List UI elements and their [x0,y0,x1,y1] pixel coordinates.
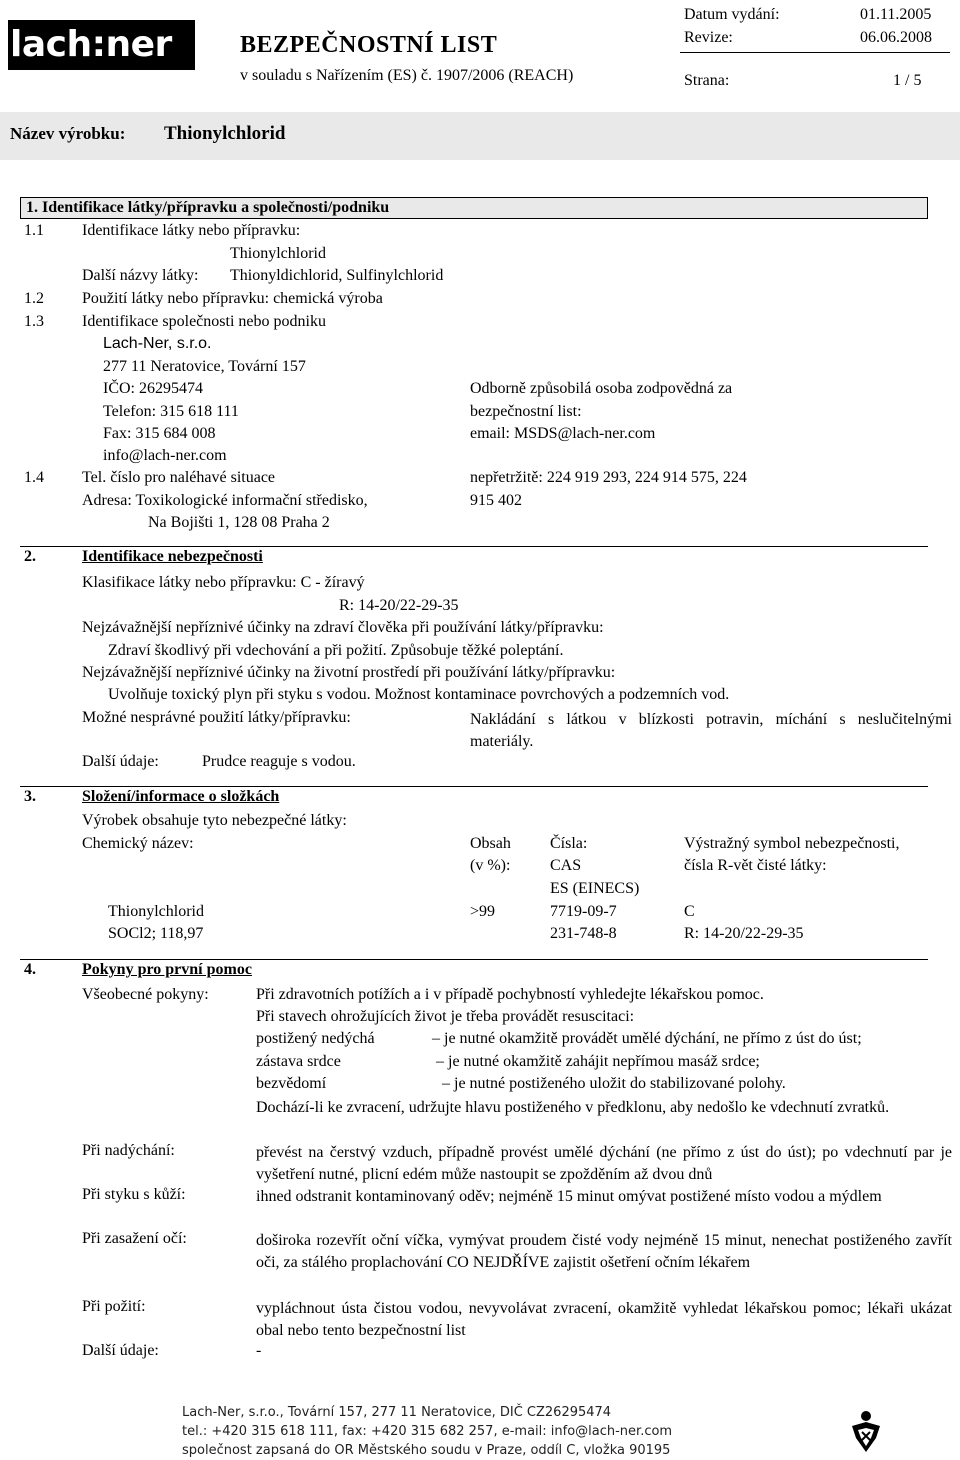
section-2-title: Identifikace nebezpečnosti [82,548,263,565]
section-2-number: 2. [24,548,36,565]
col-r-phrases: čísla R-vět čisté látky: [684,857,827,874]
footer-registration: společnost zapsaná do OR Městského soudu v Praze, oddíl C, vložka 90195 [182,1443,671,1458]
product-name: Thionylchlorid [164,123,286,144]
document-title: BEZPEČNOSTNÍ LIST [240,32,498,58]
inhalation-value: převést na čerstvý vzduch, případně provést umělé dýchání (ne přímo z úst do úst); po vdechnutí par je vyšetření nutné, plicní edém může nastoupit se zpožděním až dvou dnů [256,1144,952,1183]
component-content: >99 [470,903,496,920]
section-4-title: Pokyny pro první pomoc [82,961,252,978]
misuse-value: Nakládání s látkou v blízkosti potravin, míchání s neslučitelnými materiály. [470,711,952,750]
section-4-rule [20,959,928,960]
general-advice-2: Při stavech ohrožujících život je třeba provádět resuscitaci: [256,1008,635,1025]
misuse-label: Možné nesprávné použití látky/přípravku: [82,709,351,726]
col-cas: CAS [550,857,582,874]
tox-center-address-2: Na Bojišti 1, 128 08 Praha 2 [148,514,330,531]
eye-label: Při zasažení očí: [82,1230,187,1247]
col-content: Obsah [470,835,511,852]
component-cas: 7719-09-7 [550,903,617,920]
col-content-unit: (v %): [470,857,511,874]
inhalation-label: Při nadýchání: [82,1142,175,1159]
col-numbers: Čísla: [550,835,588,852]
composition-intro: Výrobek obsahuje tyto nebezpečné látky: [82,812,347,829]
company-ico: IČO: 26295474 [103,380,203,397]
general-advice-1: Při zdravotních potížích a i v případě pochybností vyhledejte lékařskou pomoc. [256,986,764,1003]
tox-center-address: Adresa: Toxikologické informační středisko, [82,492,368,509]
section-2-rule [20,546,928,547]
case-cardiac-arrest-action: – je nutné okamžitě zahájit nepřímou masáž srdce; [436,1053,760,1070]
case-not-breathing-action: – je nutné okamžitě provádět umělé dýchání, ne přímo z úst do úst; [432,1030,862,1047]
skin-label: Při styku s kůží: [82,1186,186,1203]
sub-1-2-title: Použití látky nebo přípravku: chemická výroba [82,290,383,307]
issue-date-label: Datum vydání: [684,6,780,23]
ingestion-value: vypláchnout ústa čistou vodou, nevyvolávat zvracení, okamžitě vyhledat lékařskou pomoc; lékaři ukázat obal nebo tento bezpečnostní list [256,1300,952,1339]
env-effects-label: Nejzávažnější nepříznivé účinky na životní prostředí při používání látky/přípravku: [82,664,616,681]
sub-1-3-title: Identifikace společnosti nebo podniku [82,313,326,330]
sub-1-2-number: 1.2 [24,290,44,307]
company-logo: lach:ner [8,20,195,70]
sub-1-3-number: 1.3 [24,313,44,330]
vomiting-advice: Dochází-li ke zvracení, udržujte hlavu postiženého v předklonu, aby nedošlo ke vdechnutí zvratků. [256,1099,890,1116]
skin-value: ihned odstranit kontaminovaný oděv; nejméně 15 minut omývat postižené místo vodou a mýdlem [256,1188,882,1205]
case-cardiac-arrest: zástava srdce [256,1053,341,1070]
component-ec: 231-748-8 [550,925,617,942]
section-3-rule [20,786,928,787]
general-advice-label: Všeobecné pokyny: [82,986,209,1003]
header-divider [680,52,950,53]
responsible-person: Odborně způsobilá osoba zodpovědná za [470,380,733,397]
case-not-breathing: postižený nedýchá [256,1030,375,1047]
col-ec: ES (EINECS) [550,880,640,897]
case-unconscious: bezvědomí [256,1075,327,1092]
emergency-numbers: nepřetržitě: 224 919 293, 224 914 575, 224 [470,469,747,486]
component-name: Thionylchlorid [108,903,204,920]
r-phrases: R: 14-20/22-29-35 [339,597,459,614]
footer-contact: tel.: +420 315 618 111, fax: +420 315 682 257, e-mail: info@lach-ner.com [182,1424,673,1439]
component-r-phrases: R: 14-20/22-29-35 [684,925,804,942]
company-phone: Telefon: 315 618 111 [103,403,239,420]
other-names-label: Další názvy látky: [82,267,199,284]
company-name: Lach-Ner, s.r.o. [103,335,212,352]
sub-1-1-title: Identifikace látky nebo přípravku: [82,222,301,239]
company-fax: Fax: 315 684 008 [103,425,216,442]
other-names-value: Thionyldichlorid, Sulfinylchlorid [230,267,444,284]
human-effects-value: Zdraví škodlivý při vdechování a při požití. Způsobuje těžké poleptání. [108,642,564,659]
col-symbol: Výstražný symbol nebezpečnosti, [684,835,900,852]
substance-name: Thionylchlorid [230,245,326,262]
issue-date-value: 01.11.2005 [860,6,932,23]
col-chemical-name: Chemický název: [82,835,194,852]
page-number: 1 / 5 [893,72,922,89]
case-unconscious-action: – je nutné postiženého uložit do stabilizované polohy. [442,1075,786,1092]
section-3-number: 3. [24,788,36,805]
certification-icon [846,1408,886,1456]
company-address: 277 11 Neratovice, Tovární 157 [103,358,306,375]
sub-1-4-number: 1.4 [24,469,44,486]
page-label: Strana: [684,72,730,89]
responsible-email[interactable]: email: MSDS@lach-ner.com [470,425,656,442]
product-label: Název výrobku: [10,124,126,143]
component-symbol: C [684,903,695,920]
sub-1-1-number: 1.1 [24,222,44,239]
section-2-other-label: Další údaje: [82,753,159,770]
revision-value: 06.06.2008 [860,29,932,46]
section-1-title: 1. Identifikace látky/přípravku a společnosti/podniku [26,199,390,216]
product-bar [0,112,960,160]
human-effects-label: Nejzávažnější nepříznivé účinky na zdraví člověka při používání látky/přípravku: [82,619,604,636]
section-4-number: 4. [24,961,36,978]
component-formula: SOCl2; 118,97 [108,925,204,942]
company-email: info@lach-ner.com [103,447,227,464]
responsible-person-2: bezpečnostní list: [470,403,582,420]
section-3-title: Složení/informace o složkách [82,788,280,805]
document-subtitle: v souladu s Nařízením (ES) č. 1907/2006 (REACH) [240,67,574,84]
env-effects-value: Uvolňuje toxický plyn při styku s vodou. Možnost kontaminace povrchových a podzemních vod. [108,686,730,703]
eye-value: doširoka rozevřít oční víčka, vymývat proudem čisté vody nejméně 15 minut, nenechat postiženého zavřít oči, za stálého proplachování CO NEJDŘÍVE zajistit ošetření očním lékařem [256,1232,952,1271]
emergency-numbers-2: 915 402 [470,492,522,509]
section-4-other-value: - [256,1342,262,1359]
section-4-other-label: Další údaje: [82,1342,159,1359]
classification: Klasifikace látky nebo přípravku: C - žíravý [82,574,365,591]
sub-1-4-title: Tel. číslo pro naléhavé situace [82,469,276,486]
section-2-other-value: Prudce reaguje s vodou. [202,753,356,770]
ingestion-label: Při požití: [82,1298,146,1315]
footer-company: Lach-Ner, s.r.o., Tovární 157, 277 11 Neratovice, DIČ CZ26295474 [182,1405,612,1420]
revision-label: Revize: [684,29,733,46]
